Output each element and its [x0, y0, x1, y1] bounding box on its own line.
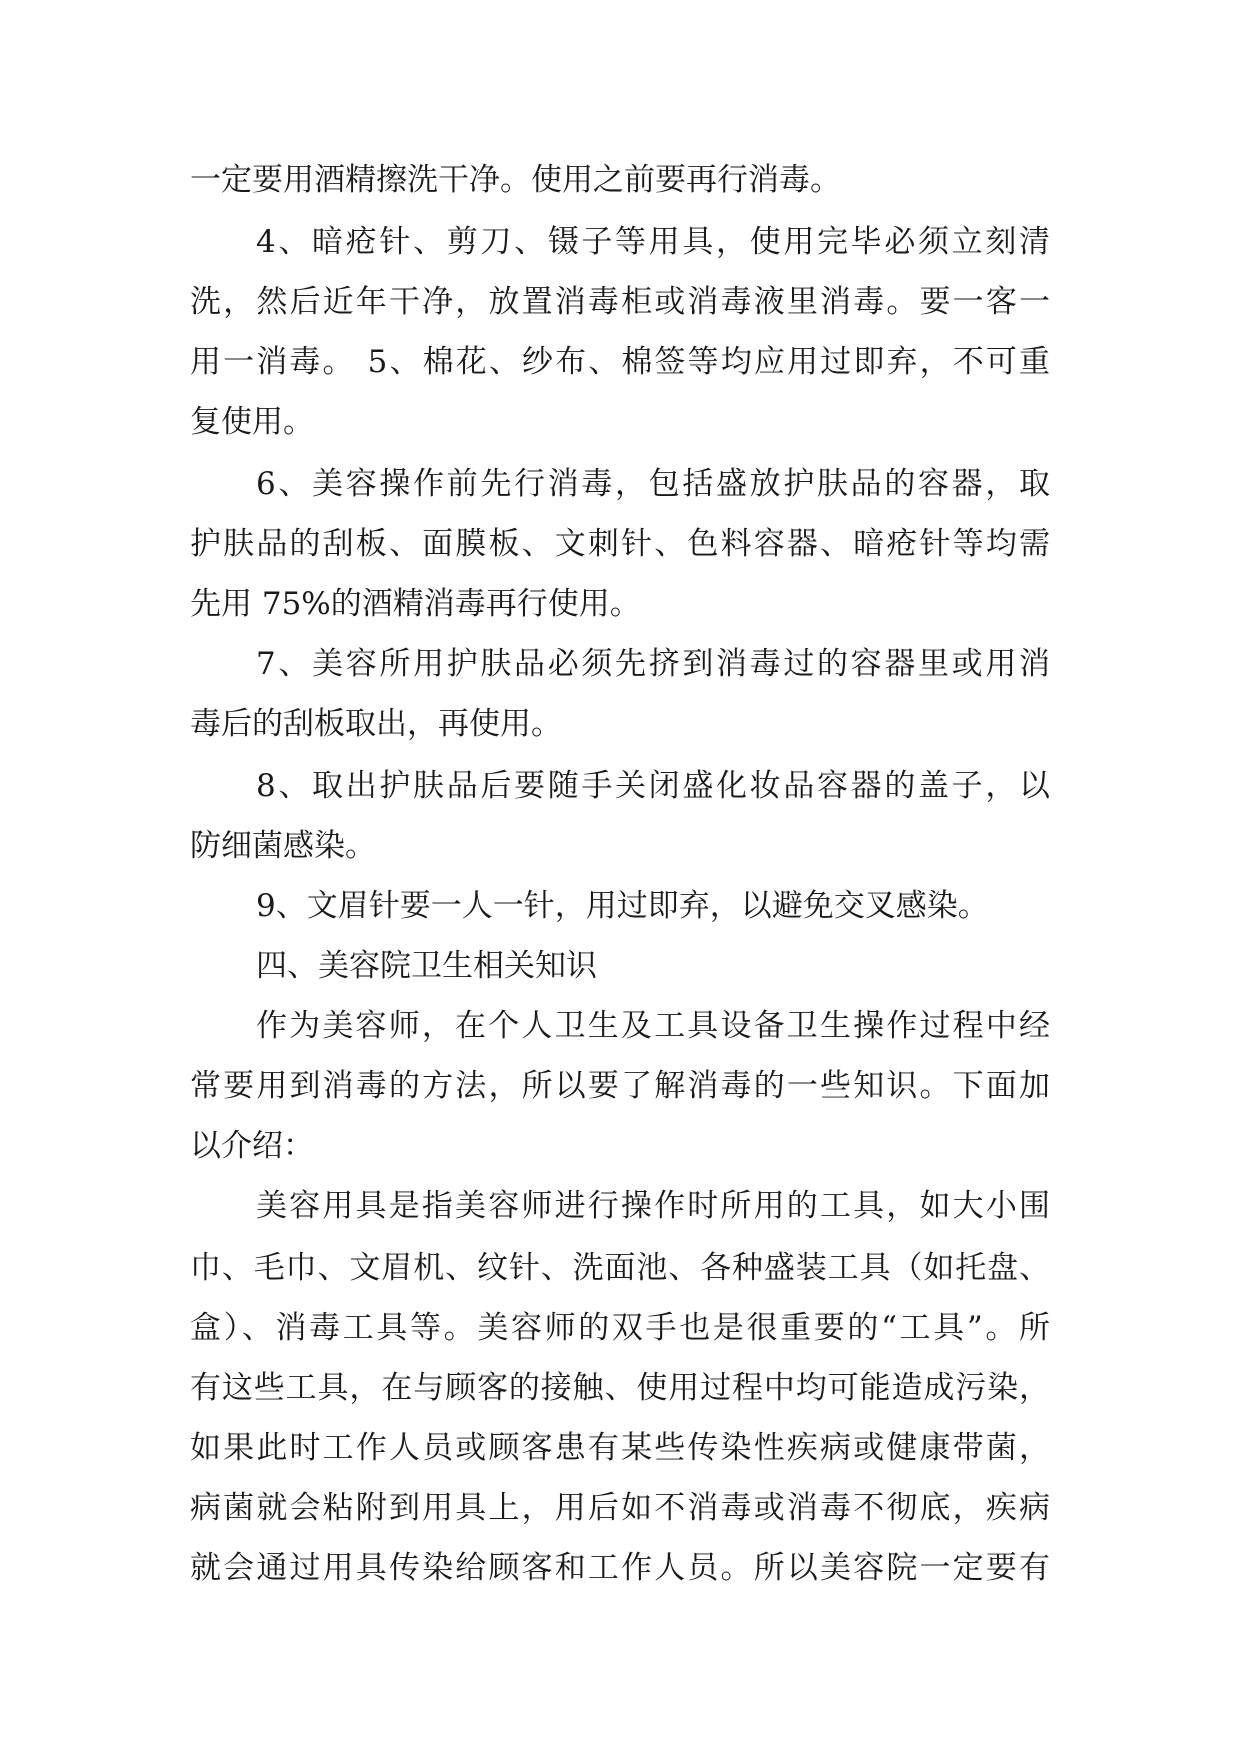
text-line: 防细菌感染。	[190, 828, 376, 864]
text-line: 以介绍：	[190, 1128, 314, 1164]
text-line: 复使用。	[190, 404, 314, 440]
text-line: 有这些工具，在与顾客的接触、使用过程中均可能造成污染，	[190, 1370, 1050, 1406]
text-line: 盒）、消毒工具等。美容师的双手也是很重要的“工具”。所	[190, 1310, 1050, 1346]
text-line: 6、美容操作前先行消毒，包括盛放护肤品的容器，取	[256, 466, 1050, 502]
text-line: 作为美容师，在个人卫生及工具设备卫生操作过程中经	[256, 1008, 1050, 1044]
text-line: 如果此时工作人员或顾客患有某些传染性疾病或健康带菌，	[190, 1430, 1050, 1466]
text-line: 7、美容所用护肤品必须先挤到消毒过的容器里或用消	[256, 646, 1050, 682]
text-line: 4、暗疮针、剪刀、镊子等用具，使用完毕必须立刻清	[256, 224, 1050, 260]
text-line: 常要用到消毒的方法，所以要了解消毒的一些知识。下面加	[190, 1068, 1050, 1104]
text-line: 巾、毛巾、文眉机、纹针、洗面池、各种盛装工具（如托盘、	[190, 1250, 1050, 1286]
text-line: 先用 75%的酒精消毒再行使用。	[190, 586, 641, 622]
text-line: 美容用具是指美容师进行操作时所用的工具，如大小围	[256, 1188, 1050, 1224]
text-line: 9、文眉针要一人一针，用过即弃，以避免交叉感染。	[256, 888, 989, 924]
text-line: 护肤品的刮板、面膜板、文刺针、色料容器、暗疮针等均需	[190, 526, 1050, 562]
text-line: 毒后的刮板取出，再使用。	[190, 706, 562, 742]
section-heading: 四、美容院卫生相关知识	[256, 948, 597, 984]
text-line: 用一消毒。 5、棉花、纱布、棉签等均应用过即弃，不可重	[190, 344, 1050, 380]
text-line: 病菌就会粘附到用具上，用后如不消毒或消毒不彻底，疾病	[190, 1490, 1050, 1526]
text-line: 一定要用酒精擦洗干净。使用之前要再行消毒。	[190, 162, 841, 198]
text-line: 就会通过用具传染给顾客和工作人员。所以美容院一定要有	[190, 1550, 1050, 1586]
text-line: 8、取出护肤品后要随手关闭盛化妆品容器的盖子，以	[256, 768, 1050, 804]
text-line: 洗，然后近年干净，放置消毒柜或消毒液里消毒。要一客一	[190, 284, 1050, 320]
